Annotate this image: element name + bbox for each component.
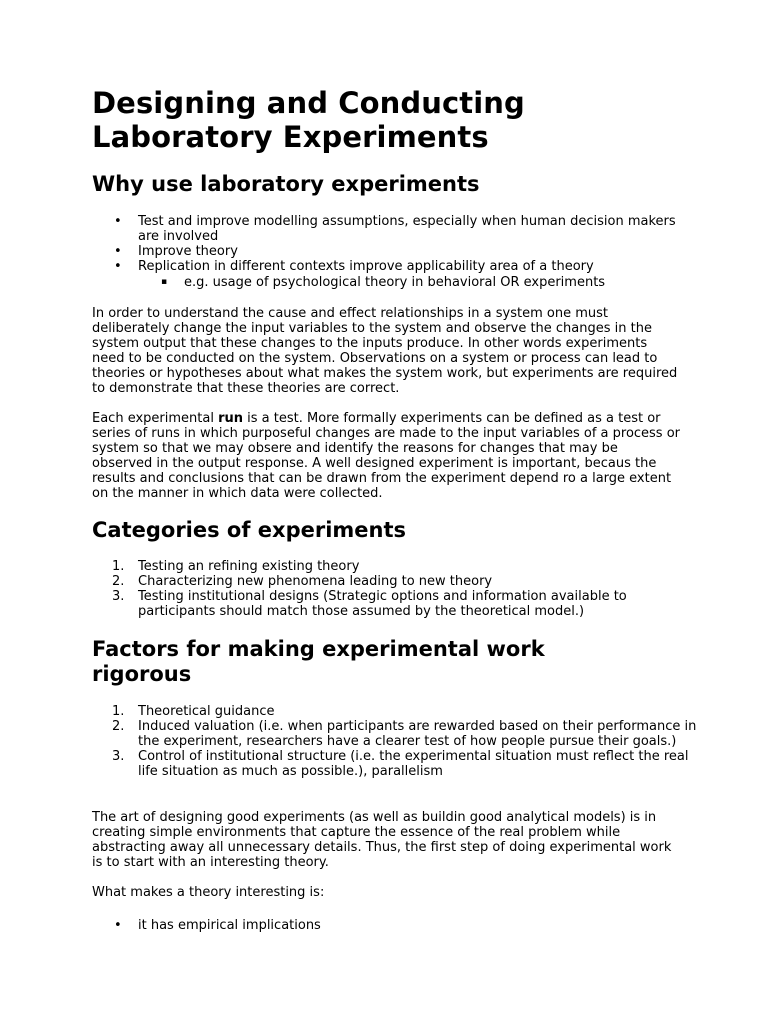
page-title-line-1: Designing and Conducting — [92, 86, 525, 120]
list-number: 2. — [112, 574, 125, 589]
list-item — [92, 589, 698, 619]
list-item — [92, 259, 698, 274]
page-title-line-2: Laboratory Experiments — [92, 120, 489, 154]
list-item — [92, 719, 698, 749]
bullet-icon: • — [114, 214, 122, 229]
heading-why-use: Why use laboratory experiments — [92, 172, 480, 196]
paragraph-interesting-theory: What makes a theory interesting is: — [92, 885, 325, 900]
list-item — [92, 574, 698, 589]
list-item — [92, 244, 698, 259]
bullet-icon: • — [114, 244, 122, 259]
list-number: 2. — [112, 719, 125, 734]
bullet-icon: • — [114, 918, 122, 933]
paragraph-experimental-run — [92, 411, 682, 501]
heading-categories: Categories of experiments — [92, 518, 407, 542]
square-bullet-icon: ▪ — [161, 277, 168, 287]
list-item-text: Testing an refining existing theory — [138, 559, 360, 574]
list-item-text: it has empirical implications — [138, 918, 321, 933]
why-bullet-list — [92, 214, 698, 274]
list-item-text: Theoretical guidance — [138, 704, 275, 719]
why-sub-bullet-list — [92, 275, 744, 290]
list-item — [92, 918, 698, 933]
paragraph-text: is a test. More formally experiments can be defined as a test or series of runs in which purposeful changes are made to the input variables of a process or system so that we may obsere and identify the reasons for changes that may be observed in the output response. A well designed experiment is important, becaus the results and conclusions that can be drawn from the experiment depend ro a large extent on the manner in which data were collected. — [92, 411, 681, 501]
paragraph-cause-effect: In order to understand the cause and effect relationships in a system one must deliberately change the input variables to the system and observe the changes in the system output that these changes to the inputs produce. In other words experiments need to be conducted on the system. Observations on a system or process can lead to theories or hypotheses about what makes the system work, but experiments are required to demonstrate that these theories are correct. — [92, 306, 678, 396]
sub-list-item-text: e.g. usage of psychological theory in behavioral OR experiments — [184, 275, 606, 290]
bullet-icon: • — [114, 259, 122, 274]
categories-numbered-list — [92, 559, 698, 619]
list-item — [92, 704, 698, 719]
run-emphasis: run — [218, 411, 243, 426]
list-item-text: Induced valuation (i.e. when participants are rewarded based on their performance in the experiment, researchers have a clearer test of how people pursue their goals.) — [138, 719, 697, 749]
list-number: 1. — [112, 704, 125, 719]
list-item-text: Improve theory — [138, 244, 238, 259]
factors-numbered-list — [92, 704, 698, 779]
heading-factors-line-2: rigorous — [92, 662, 192, 686]
page-title — [92, 86, 525, 154]
heading-factors-line-1: Factors for making experimental work — [92, 637, 545, 661]
paragraph-text: Each experimental — [92, 411, 219, 426]
list-item-text: Control of institutional structure (i.e. the experimental situation must reflect the real life situation as much as possible.), parallelism — [138, 749, 689, 779]
list-number: 3. — [112, 749, 125, 764]
list-number: 3. — [112, 589, 125, 604]
list-item — [92, 559, 698, 574]
list-item-text: Test and improve modelling assumptions, especially when human decision makers are involved — [138, 214, 676, 244]
sub-list-item — [92, 275, 744, 290]
list-item-text: Replication in different contexts improve applicability area of a theory — [138, 259, 594, 274]
list-item — [92, 749, 698, 779]
list-item-text: Testing institutional designs (Strategic options and information available to participants should match those assumed by the theoretical model.) — [138, 589, 627, 619]
list-item-text: Characterizing new phenomena leading to new theory — [138, 574, 493, 589]
paragraph-art-of-design: The art of designing good experiments (as well as buildin good analytical models) is in creating simple environments that capture the essence of the real problem while abstracting away all unnecessary details. Thus, the first step of doing experimental work is to start with an interesting theory. — [92, 810, 672, 870]
list-number: 1. — [112, 559, 125, 574]
heading-factors — [92, 637, 545, 687]
interesting-bullet-list — [92, 918, 698, 933]
list-item — [92, 214, 698, 244]
